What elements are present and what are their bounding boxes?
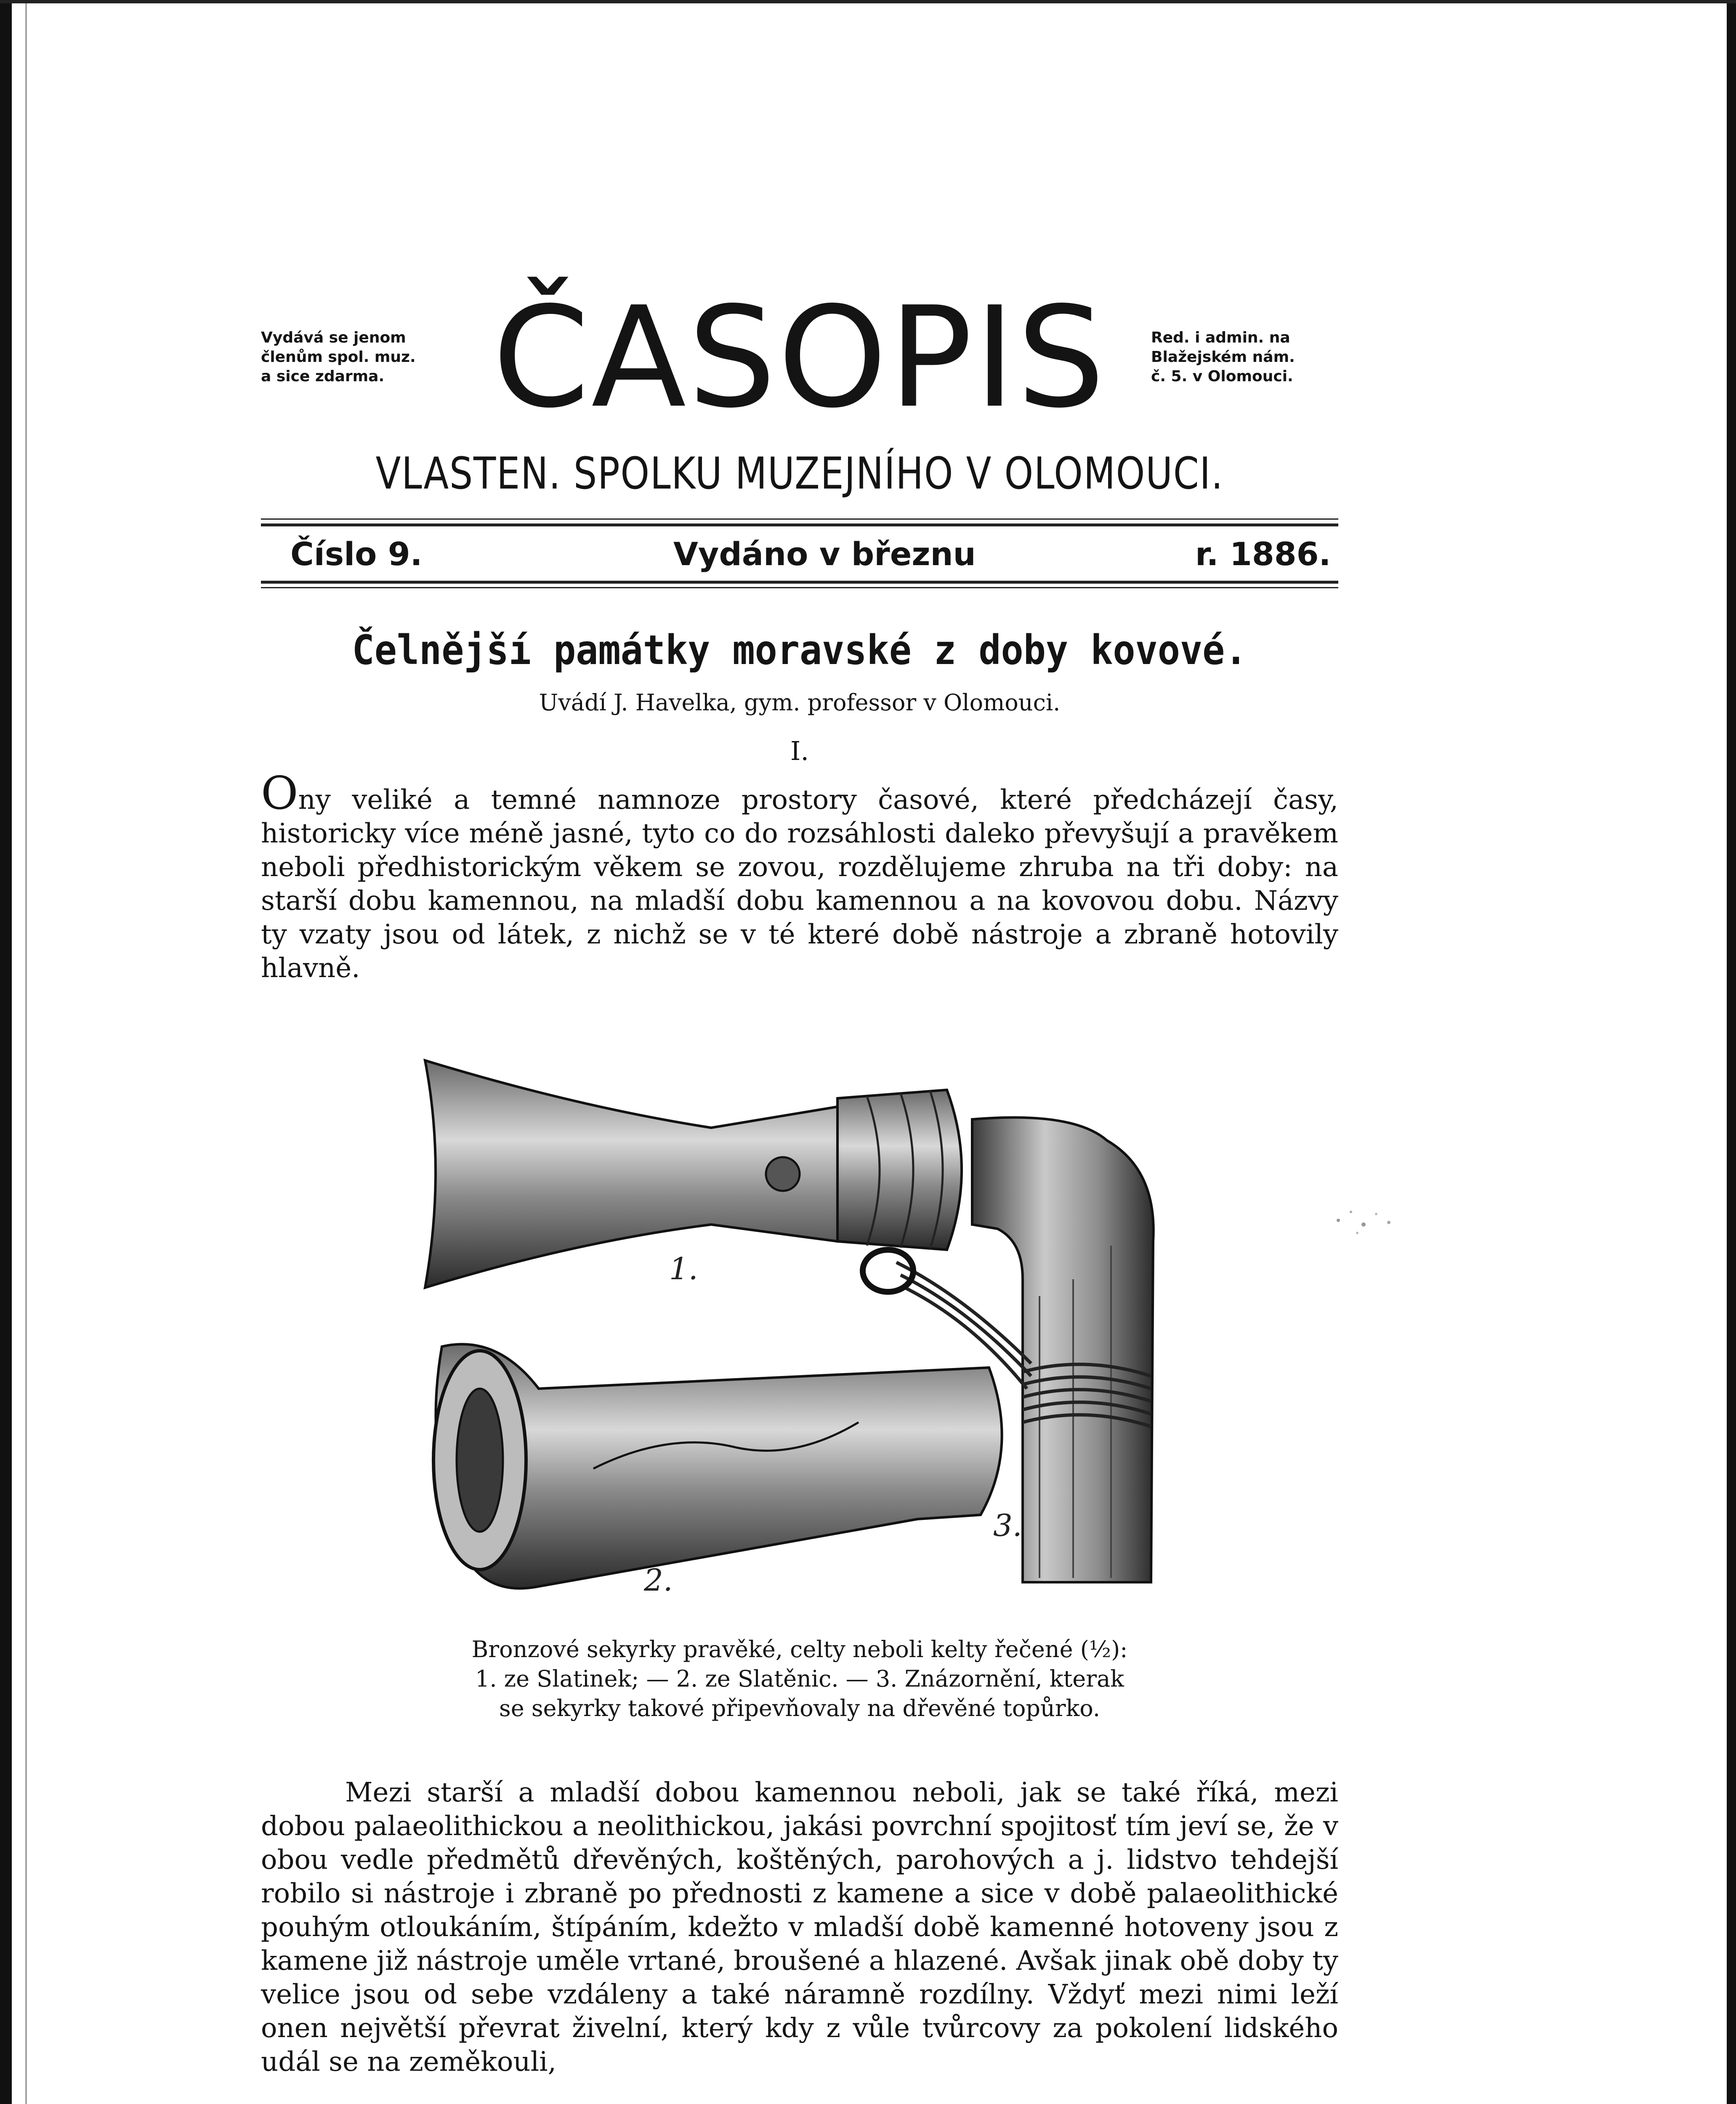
figure-caption-line: Bronzové sekyrky pravěké, celty neboli kelty řečené (½):: [471, 1636, 1128, 1663]
scan-border-right: [1727, 0, 1736, 2104]
celts-drawing: [417, 1044, 1570, 1599]
scan-border-left: [0, 0, 12, 2104]
article-title: Čelnější památky moravské z doby kovové.: [352, 627, 1247, 674]
masthead-rule-top-thick: [261, 523, 1338, 526]
issue-line: [261, 531, 1338, 577]
figure-caption: [261, 1635, 1338, 1723]
issue-year: r. 1886.: [1195, 535, 1331, 573]
scan-speckle: [1326, 1195, 1410, 1246]
figure-caption-line: 1. ze Slatinek; — 2. ze Slatěnic. — 3. Znázornění, kterak: [475, 1666, 1124, 1692]
celt-2: [433, 1344, 1002, 1588]
paragraph: Ony veliké a temné namnoze prostory časové, které předcházejí časy, historicky více méně jasné, tyto co do rozsáhlosti daleko převyšují a pravěkem neboli předhistorickým věkem se zovou, rozdělujeme zhruba na tři doby: na starší dobu kamennou, na mladší dobu kamennou a na kovovou dobu. Názvy ty vzaty jsou od látek, z nichž se v té které době nástroje a zbraně hotovily hlavně.: [261, 767, 1338, 984]
article-byline: Uvádí J. Havelka, gym. professor v Olomouci.: [539, 689, 1061, 716]
figure-label-2: 2.: [644, 1562, 673, 1598]
paragraph: Mezi starší a mladší dobou kamennou neboli, jak se také říká, mezi dobou palaeolithickou a neolithickou, jakási povrchní spojitosť tím jeví se, že v obou vedle předmětů dřevěných, koštěných, parohových a j. lidstvo tehdejší robilo si nástroje i zbraně po přednosti z kamene a sice v době palaeolithické pouhým otloukáním, štípáním, kdežto v mladší době kamenné hotoveny jsou z kamene již nástroje uměle vrtané, broušené a hlazené. Avšak jinak obě doby ty velice jsou od sebe vzdáleny a také náramně rozdílny. Vždyť mezi nimi leží onen největší převrat živelní, který kdy z vůle tvůrcovy za pokolení lidského udál se na zeměkouli,: [261, 1777, 1338, 2077]
masthead-left-note-line: členům spol. muz.: [261, 348, 416, 366]
figure-label-3: 3.: [993, 1508, 1022, 1543]
masthead-title: ČASOPIS: [492, 277, 1107, 438]
masthead-right-note-line: Red. i admin. na: [1151, 329, 1290, 346]
masthead-subtitle: VLASTEN. SPOLKU MUZEJNÍHO V OLOMOUCI.: [375, 448, 1224, 499]
issue-date: Vydáno v březnu: [673, 535, 976, 573]
bronze-celts-illustration: [417, 1044, 1570, 1599]
scan-border-top: [0, 0, 1736, 3]
masthead-left-note-line: a sice zdarma.: [261, 368, 385, 385]
masthead-rule-bottom-thick: [261, 581, 1338, 584]
section-number: I.: [790, 736, 809, 766]
figure-caption-line: se sekyrky takové připevňovaly na dřevěné topůrko.: [499, 1695, 1100, 1721]
masthead-right-note-line: č. 5. v Olomouci.: [1151, 368, 1293, 385]
masthead-right-note: [1151, 328, 1353, 386]
masthead-rule-top: [261, 518, 1338, 520]
masthead-left-note-line: Vydává se jenom: [261, 329, 406, 346]
masthead-left-note: [261, 328, 463, 386]
scan-gutter-line: [25, 0, 27, 2104]
issue-number: Číslo 9.: [290, 535, 423, 573]
masthead-right-note-line: Blažejském nám.: [1151, 348, 1295, 366]
masthead-rule-bottom: [261, 587, 1338, 588]
figure-label-1: 1.: [669, 1251, 698, 1286]
